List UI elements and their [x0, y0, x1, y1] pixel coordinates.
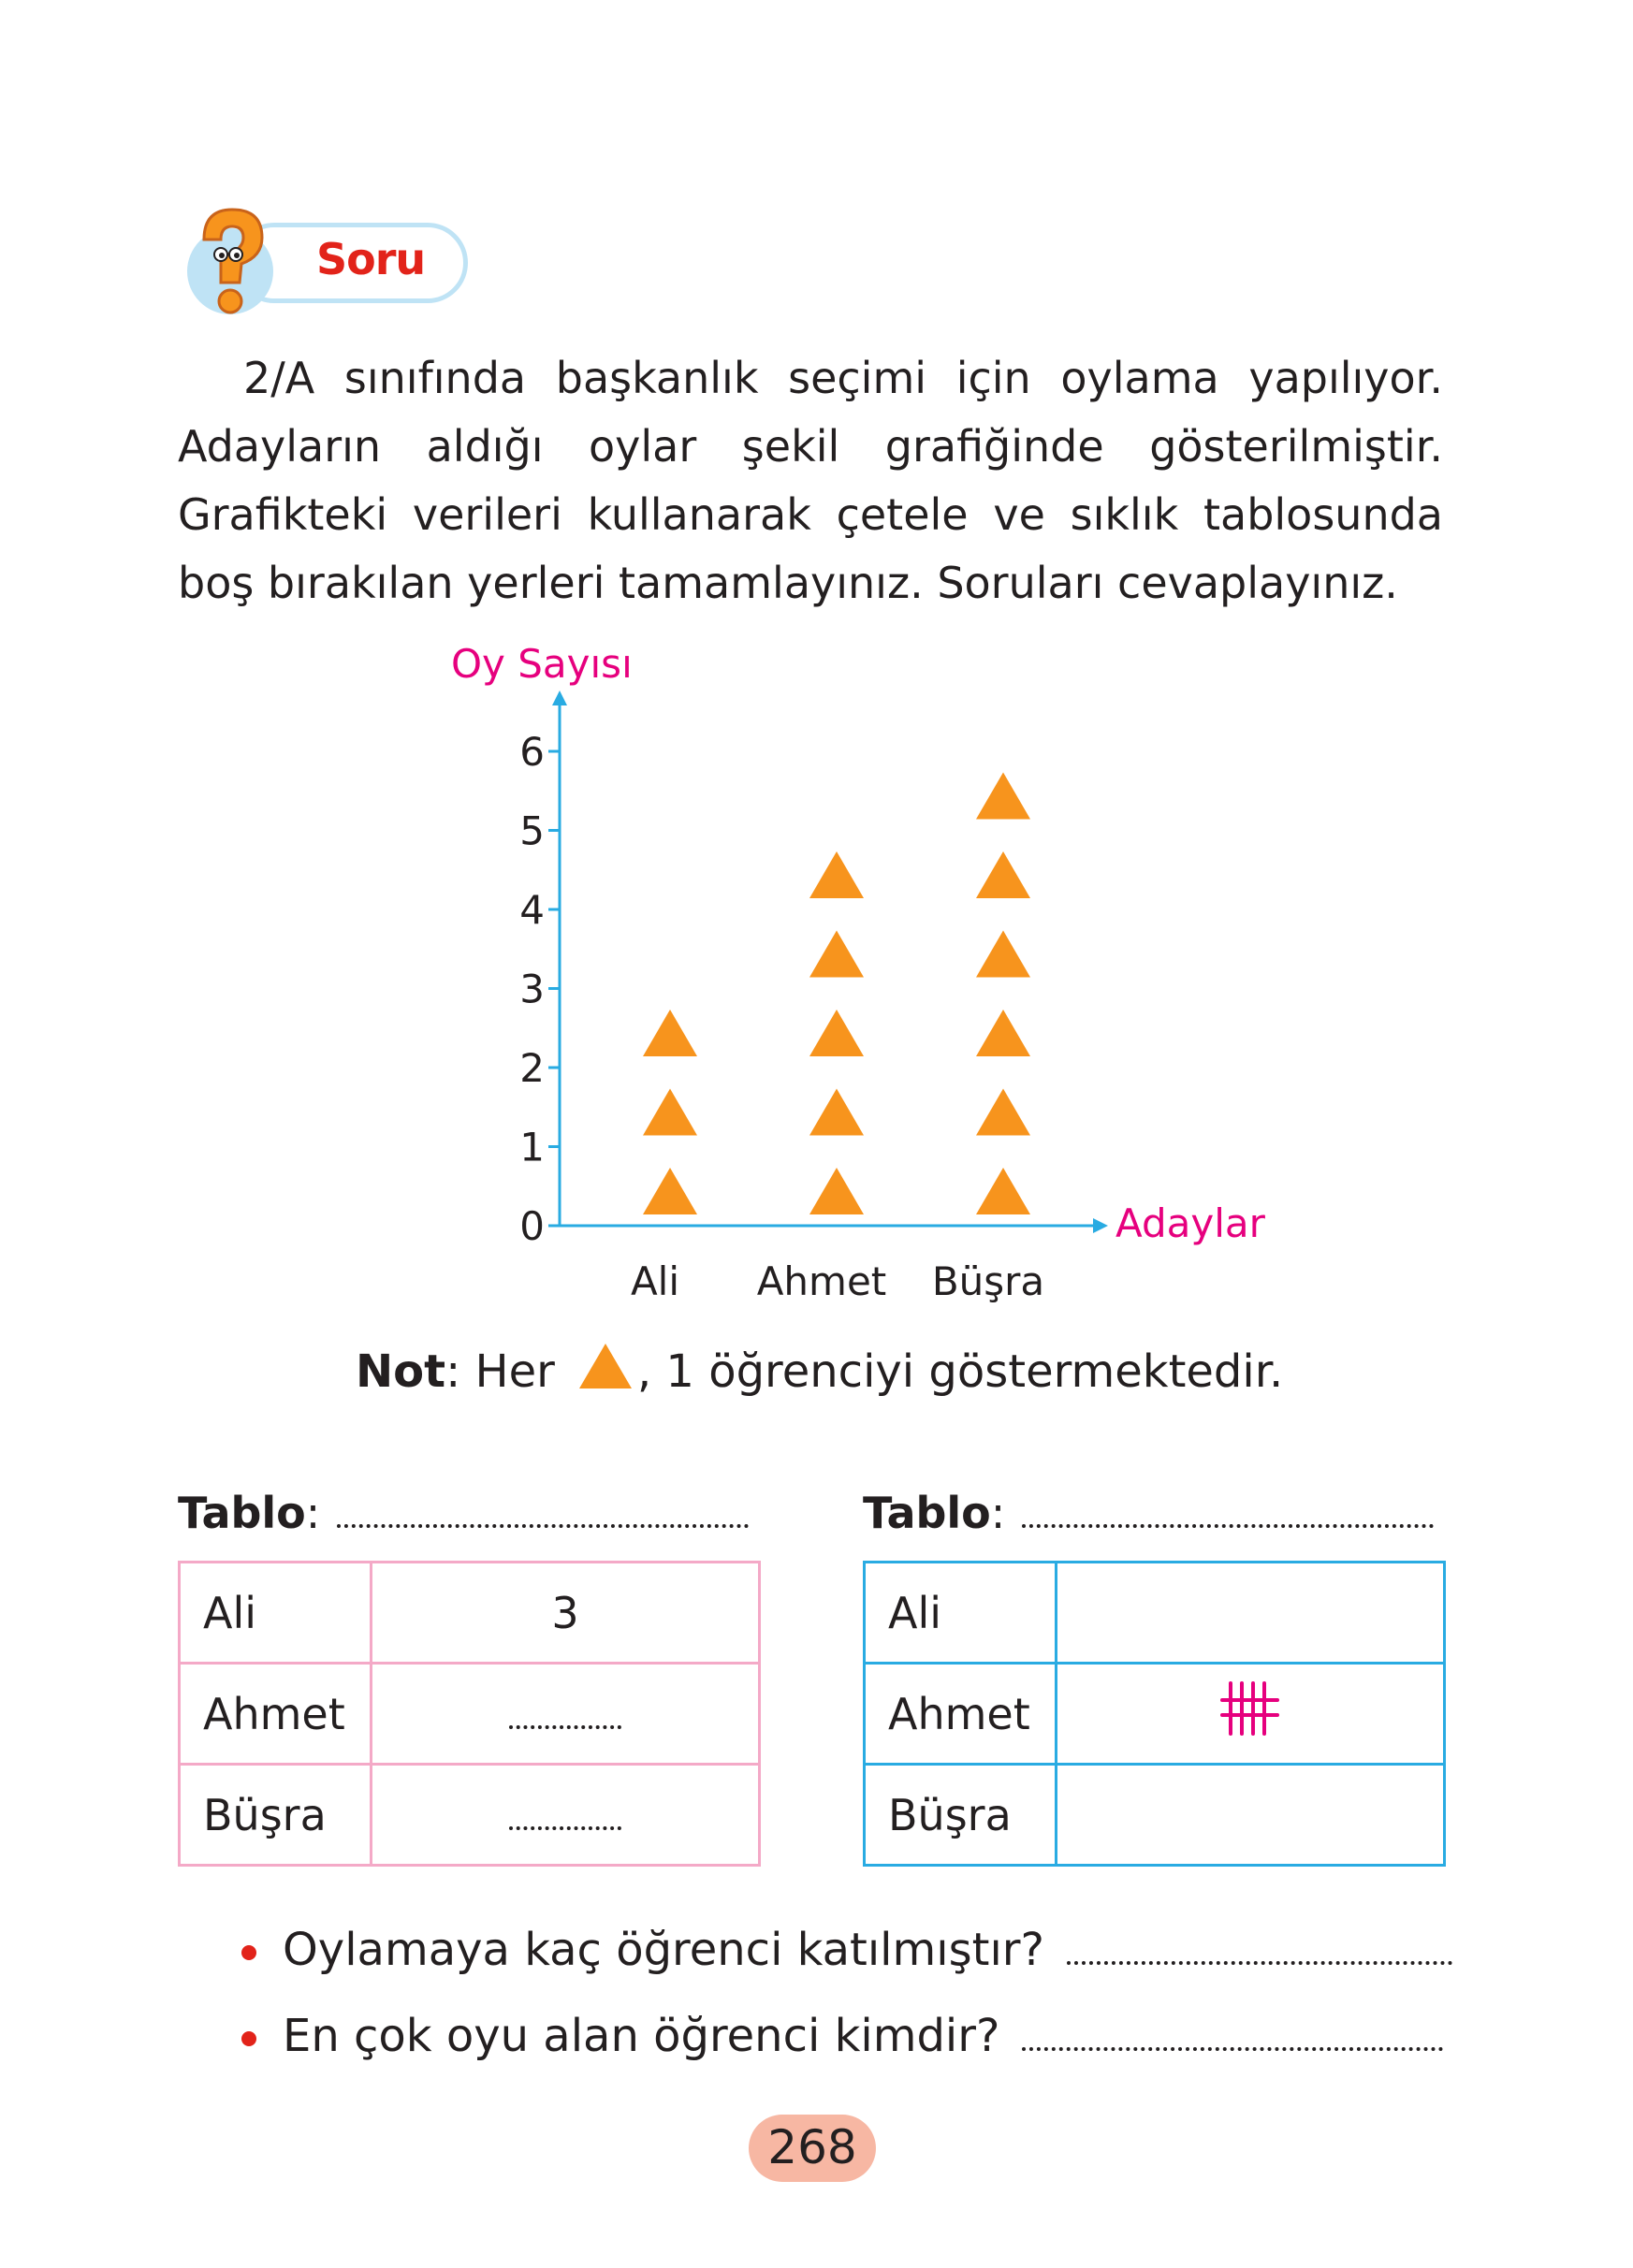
triangle-symbol — [976, 1010, 1030, 1056]
row-name: Ahmet — [865, 1664, 1057, 1765]
x-axis-arrow — [1093, 1218, 1108, 1233]
answer-2-blank[interactable] — [1022, 2019, 1443, 2051]
row-name: Ali — [180, 1563, 372, 1664]
y-tick-label: 6 — [519, 729, 545, 775]
tally-table — [863, 1561, 1446, 1867]
bullet — [241, 1945, 256, 1960]
tally-cell-blank[interactable] — [1057, 1765, 1445, 1866]
x-category-label: Ahmet — [756, 1258, 887, 1304]
x-axis-title: Adaylar — [1115, 1200, 1265, 1246]
table-row — [180, 1765, 760, 1866]
note-before: : Her — [445, 1345, 555, 1398]
row-name: Büşra — [180, 1765, 372, 1866]
y-tick-label: 4 — [519, 887, 545, 933]
frequency-table — [178, 1561, 761, 1867]
x-category-label: Ali — [630, 1258, 680, 1304]
triangle-symbol — [976, 931, 1030, 978]
y-tick-label: 0 — [519, 1203, 545, 1249]
triangle-symbol — [809, 851, 864, 898]
table-row — [865, 1563, 1445, 1664]
row-name: Ali — [865, 1563, 1057, 1664]
triangle-symbol — [976, 1089, 1030, 1136]
tally-cell — [1057, 1664, 1445, 1765]
y-tick-label: 2 — [519, 1045, 545, 1091]
tally-cell-blank[interactable] — [1057, 1563, 1445, 1664]
triangle-symbol — [809, 1010, 864, 1056]
triangle-symbol — [976, 1168, 1030, 1214]
y-tick-label: 1 — [519, 1124, 545, 1170]
row-value: 3 — [372, 1563, 760, 1664]
right-table-title-text: Tablo — [863, 1488, 991, 1538]
row-name: Ahmet — [180, 1664, 372, 1765]
row-name: Büşra — [865, 1765, 1057, 1866]
chart-note — [356, 1342, 1283, 1398]
table-row — [865, 1765, 1445, 1866]
right-table-title-blank[interactable] — [1022, 1496, 1434, 1528]
tally-marks-icon — [1219, 1679, 1281, 1737]
table-row — [865, 1664, 1445, 1765]
table-row — [180, 1664, 760, 1765]
y-axis-arrow — [552, 691, 567, 705]
note-after: , 1 öğrenciyi göstermektedir. — [636, 1345, 1284, 1398]
triangle-symbol — [809, 1168, 864, 1214]
y-tick-label: 5 — [519, 807, 545, 854]
question-2-text: En çok oyu alan öğrenci kimdir? — [283, 2010, 1000, 2062]
y-axis-title: Oy Sayısı — [451, 641, 633, 687]
triangle-icon — [577, 1342, 634, 1390]
table-row — [180, 1563, 760, 1664]
question-1-text: Oylamaya kaç öğrenci katılmıştır? — [283, 1924, 1044, 1976]
triangle-symbol — [976, 851, 1030, 898]
triangle-symbol — [809, 1089, 864, 1136]
triangle-symbol — [809, 931, 864, 978]
triangle-symbol — [643, 1168, 697, 1214]
row-value-blank[interactable] — [372, 1664, 760, 1765]
triangle-symbol — [643, 1089, 697, 1136]
note-bold: Not — [356, 1345, 446, 1398]
left-table-title: Tablo: — [178, 1488, 749, 1538]
row-value-blank[interactable] — [372, 1765, 760, 1866]
question-2 — [241, 2010, 1443, 2062]
triangle-symbol — [643, 1010, 697, 1056]
question-1 — [241, 1924, 1452, 1976]
answer-1-blank[interactable] — [1067, 1933, 1452, 1965]
left-table-title-blank[interactable] — [337, 1496, 749, 1528]
question-text: 2/A sınıfında başkanlık seçimi için oylama yapılıyor. Adayların aldığı oylar şekil grafiğinde gösterilmiştir. Grafikteki verileri kullanarak çetele ve sıklık tablosunda boş bırakılan yerleri tamamlayınız. Soruları cevaplayınız. — [178, 353, 1443, 608]
page-number: 268 — [767, 2120, 857, 2174]
triangle-symbol — [976, 773, 1030, 820]
bullet — [241, 2031, 256, 2046]
soru-label: Soru — [316, 234, 426, 284]
x-category-label: Büşra — [931, 1258, 1045, 1304]
left-table-title-text: Tablo — [178, 1488, 306, 1538]
y-tick-label: 3 — [519, 966, 545, 1012]
right-table-title: Tablo: — [863, 1488, 1434, 1538]
